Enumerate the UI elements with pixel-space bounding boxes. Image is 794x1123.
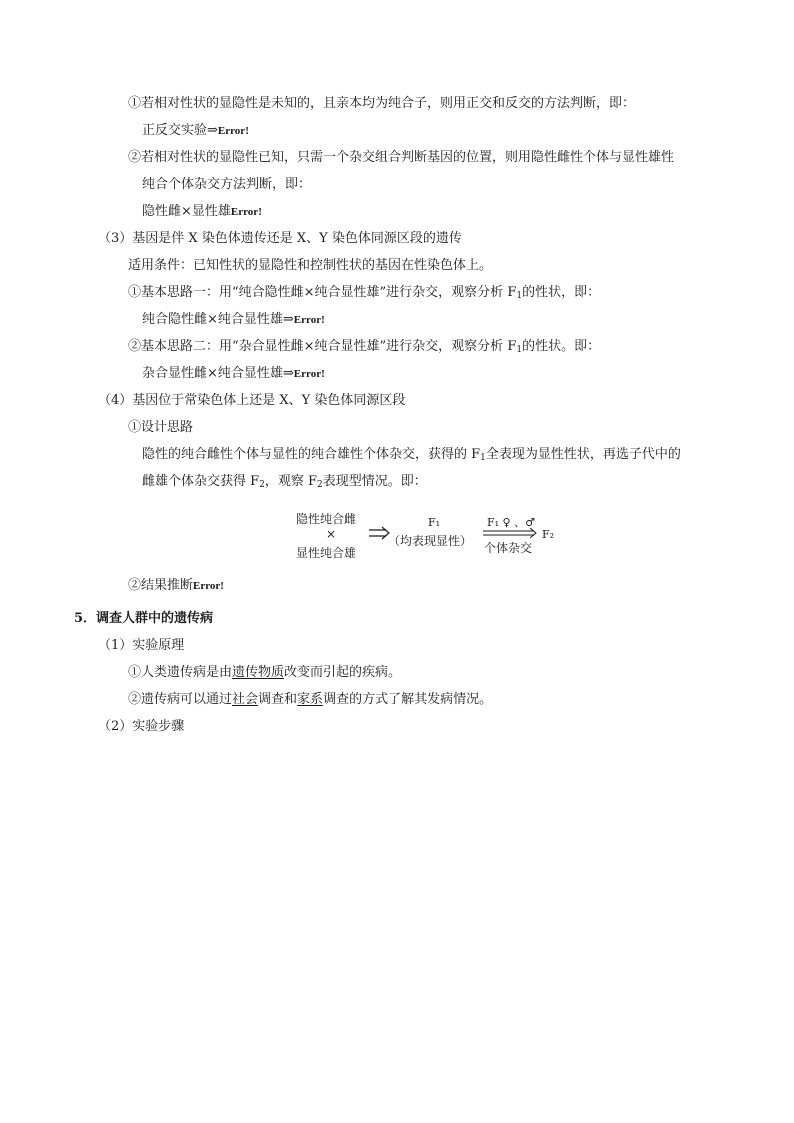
text-line <box>128 577 224 595</box>
subheading: （4）基因位于常染色体上还是 X、Y 染色体同源区段 <box>98 393 406 408</box>
text-span: ②基本思路二：用“杂合显性雌×纯合显性雄”进行杂交，观察分析 F <box>128 339 517 354</box>
text-span: 正反交实验⇒ <box>142 123 218 138</box>
error-field: Error! <box>230 206 262 218</box>
text-span: ①人类遗传病是由 <box>128 665 233 680</box>
text-span: 杂合显性雌×纯合显性雄⇒ <box>142 366 294 381</box>
error-field: Error! <box>217 125 249 137</box>
text-span: 纯合隐性雌×纯合显性雄⇒ <box>142 312 294 327</box>
text-line <box>128 664 401 682</box>
text-line: ②若相对性状的显隐性已知，只需一个杂交组合判断基因的位置，则用隐性雌性个体与显性雄性 <box>128 150 675 165</box>
diagram-f1-note: （均表现显性） <box>388 534 473 548</box>
text-span: ①基本思路一：用“纯合隐性雌×纯合显性雄”进行杂交，观察分析 F <box>128 285 517 300</box>
long-arrow-icon <box>482 527 538 539</box>
section-heading: 5．调查人群中的遗传病 <box>74 611 214 626</box>
text-span: 隐性雌×显性雄 <box>142 204 231 219</box>
underlined-term: 家系 <box>297 692 324 707</box>
subscript: 2 <box>317 480 323 490</box>
text-line <box>128 691 492 709</box>
subheading: （1）实验原理 <box>98 638 185 653</box>
error-field: Error! <box>293 314 325 326</box>
error-field: Error! <box>293 368 325 380</box>
underlined-term: 遗传物质 <box>232 665 285 680</box>
text-span: 表现型情况。即： <box>322 474 427 489</box>
subscript: 2 <box>259 480 265 490</box>
text-span: ，观察 F <box>264 474 318 489</box>
text-line: 适用条件：已知性状的显隐性和控制性状的基因在性染色体上。 <box>128 258 493 273</box>
diagram-below-arrow: 个体杂交 <box>484 541 533 555</box>
diagram-parent-male: 显性纯合雄 <box>296 546 357 560</box>
text-line: ①设计思路 <box>128 420 194 435</box>
text-line <box>142 365 325 383</box>
text-line <box>128 338 600 356</box>
diagram-parent-female: 隐性纯合雌 <box>296 512 357 526</box>
text-line <box>142 446 681 464</box>
text-line <box>142 473 427 491</box>
diagram-f2: F₂ <box>542 528 555 541</box>
text-span: 改变而引起的疾病。 <box>284 665 402 680</box>
text-span: 调查的方式了解其发病情况。 <box>323 692 493 707</box>
text-line <box>128 284 600 302</box>
error-field: Error! <box>193 580 224 592</box>
subheading: （2）实验步骤 <box>98 719 185 734</box>
text-line: 纯合个体杂交方法判断，即： <box>142 177 312 192</box>
text-line <box>142 203 262 221</box>
text-span: 调查和 <box>258 692 298 707</box>
text-span: 隐性的纯合雌性个体与显性的纯合雄性个体杂交，获得的 F <box>142 447 481 462</box>
cross-diagram <box>290 508 570 568</box>
text-span: 全表现为显性性状，再选子代中的 <box>485 447 681 462</box>
diagram-f1: F₁ <box>428 516 441 529</box>
subscript: 1 <box>516 345 523 355</box>
diagram-cross-symbol: × <box>326 527 337 541</box>
text-line <box>142 122 249 140</box>
subscript: 1 <box>516 291 523 301</box>
underlined-term: 社会 <box>232 692 259 707</box>
text-line <box>142 311 325 329</box>
subheading: （3）基因是伴 X 染色体遗传还是 X、Y 染色体同源区段的遗传 <box>98 231 462 246</box>
text-span: 的性状，即： <box>522 285 601 300</box>
diagram-above-arrow: F₁ ♀ 、♂ <box>487 516 535 529</box>
text-line: ①若相对性状的显隐性是未知的，且亲本均为纯合子，则用正交和反交的方法判断，即： <box>128 96 636 111</box>
subscript: 1 <box>480 453 486 463</box>
text-span: 的性状。即： <box>522 339 601 354</box>
text-span: ②遗传病可以通过 <box>128 692 233 707</box>
text-span: 雌雄个体杂交获得 F <box>142 474 260 489</box>
text-span: ②结果推断 <box>128 578 194 593</box>
